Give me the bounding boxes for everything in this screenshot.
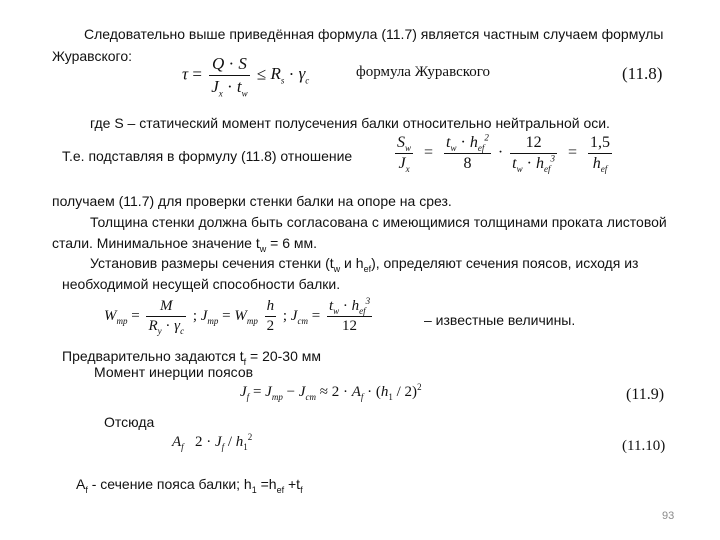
paragraph-result: получаем (11.7) для проверки стенки балки на опоре на срез. [52, 193, 452, 209]
formula-zhuravsky-caption: формула Журавского [356, 64, 491, 80]
page-number: 93 [662, 510, 675, 522]
paragraph-flange-sizing-continued: необходимой несущей способности балки. [62, 276, 341, 292]
paragraph-flange-thickness: Предварительно задаются $t_f = 20-30$ мм [62, 348, 322, 367]
paragraph-intro-continued: Журавского: [52, 48, 133, 64]
formula-number-11-9: (11.9) [626, 386, 665, 403]
paragraph-intro: Следовательно выше приведённая формула (11.7) является частным случаем формулы [84, 26, 664, 42]
formula-ratio: $\frac{S_w}{J_x}$ = $\frac{t_w \cdot h_{ef}^2}{8}$ · $\frac{12}{t_w \cdot h_{ef}^3}$ = $\frac{1,5}{h_{ef}}$ [397, 132, 610, 175]
paragraph-hence: Отсюда [104, 414, 155, 430]
paragraph-web-thickness-min: стали. Минимальное значение $t_w = 6$ мм. [52, 235, 318, 254]
formula-number-11-8: (11.8) [622, 64, 663, 83]
paragraph-flange-sizing: Установив размеры сечения стенки ($t_w$ и $h_{ef}$), определяют сечения поясов, исходя из [90, 255, 639, 274]
paragraph-static-moment: где S – статический момент полусечения балки относительно нейтральной оси. [90, 115, 610, 131]
formula-11-10: $A_f$ $2 \cdot J_f / h_1^2$ [172, 432, 253, 452]
paragraph-web-thickness: Толщина стенки должна быть согласована с имеющимися толщинами проката листовой [90, 214, 667, 230]
formula-number-11-10: (11.10) [622, 438, 666, 454]
paragraph-flange-inertia: Момент инерции поясов [94, 364, 254, 380]
paragraph-flange-area: $A_f$ - сечение пояса балки; $h_1 =h_{ef} +t_f$ [76, 476, 303, 495]
known-values-label: – известные величины. [424, 312, 576, 328]
formula-required-moduli: $W_{mp}$ = $\frac{M}{R_y \cdot \gamma_c}$ ; $J_{mp} = W_{mp}$ $\frac{h}{2}$ ; $J_{cm}$ = $\frac{t_w \cdot h_{ef}^3}{12}$ [104, 296, 371, 336]
formula-11-8: τ = $\frac{Q \cdot S}{J_x \cdot t_w}$ ≤ $R_s \cdot \gamma_c$ [182, 54, 310, 99]
paragraph-substitution: Т.е. подставляя в формулу (11.8) отношение [62, 148, 353, 164]
formula-11-9: $J_f = J_{mp} - J_{cm} \approx 2 \cdot A_f \cdot (h_1 / 2)^2$ [240, 382, 422, 402]
